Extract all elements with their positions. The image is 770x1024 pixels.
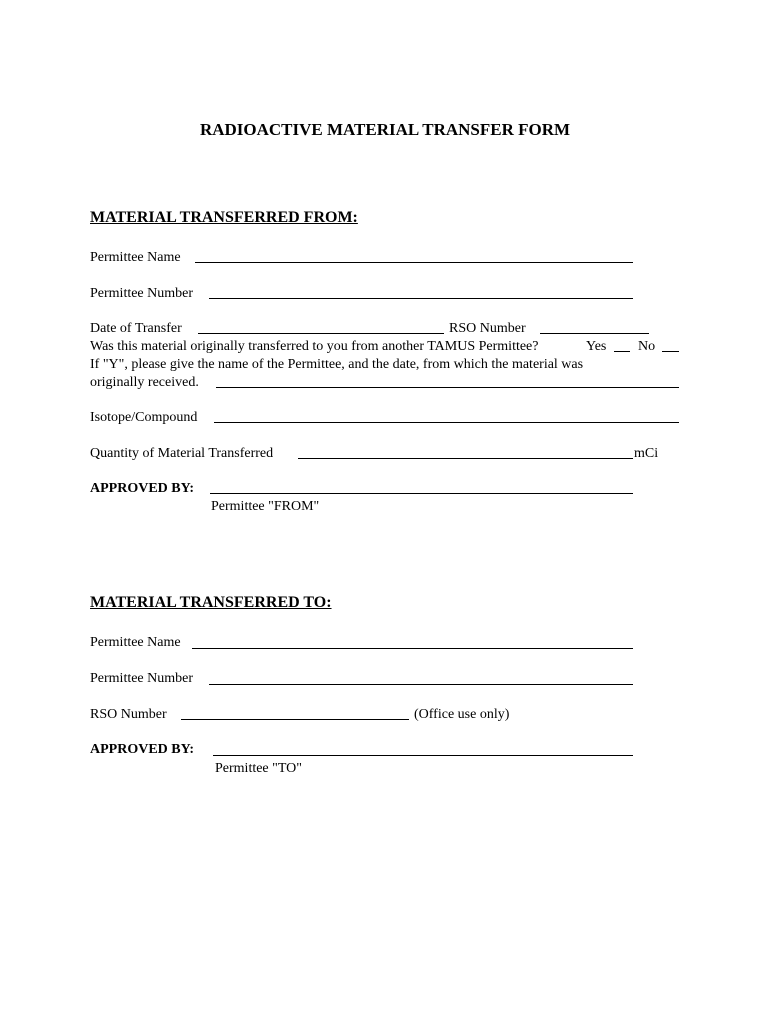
to-approved-by-caption: Permittee "TO" xyxy=(215,761,302,776)
office-use-note: (Office use only) xyxy=(414,707,510,722)
isotope-compound-label: Isotope/Compound xyxy=(90,410,198,425)
section-heading-from: MATERIAL TRANSFERRED FROM: xyxy=(90,209,358,226)
yes-label: Yes xyxy=(586,339,607,354)
from-rso-number-label: RSO Number xyxy=(449,321,526,336)
from-permittee-number-label: Permittee Number xyxy=(90,286,194,301)
to-permittee-number-field[interactable] xyxy=(209,684,633,685)
from-approved-by-label: APPROVED BY: xyxy=(90,481,195,496)
origin-instruction: If "Y", please give the name of the Permittee, and the date, from which the material was xyxy=(90,357,584,372)
date-of-transfer-field[interactable] xyxy=(198,333,444,334)
to-rso-number-label: RSO Number xyxy=(90,707,167,722)
quantity-unit: mCi xyxy=(634,446,659,461)
form-title: RADIOACTIVE MATERIAL TRANSFER FORM xyxy=(199,120,571,139)
to-approved-by-label: APPROVED BY: xyxy=(90,742,195,757)
origin-instruction-continued: originally received. xyxy=(90,375,199,390)
origin-details-field[interactable] xyxy=(216,387,679,388)
quantity-label: Quantity of Material Transferred xyxy=(90,446,274,461)
to-rso-number-field[interactable] xyxy=(181,719,409,720)
no-label: No xyxy=(638,339,656,354)
from-rso-number-field[interactable] xyxy=(540,333,649,334)
to-permittee-number-label: Permittee Number xyxy=(90,671,194,686)
from-permittee-number-field[interactable] xyxy=(209,298,633,299)
quantity-field[interactable] xyxy=(298,458,633,459)
from-approved-by-caption: Permittee "FROM" xyxy=(211,499,320,514)
to-approved-by-signature-field[interactable] xyxy=(213,755,633,756)
yes-field[interactable] xyxy=(614,351,630,352)
from-permittee-name-field[interactable] xyxy=(195,262,633,263)
to-permittee-name-label: Permittee Name xyxy=(90,635,181,650)
isotope-compound-field[interactable] xyxy=(214,422,679,423)
no-field[interactable] xyxy=(662,351,679,352)
date-of-transfer-label: Date of Transfer xyxy=(90,321,182,336)
origin-question: Was this material originally transferred to you from another TAMUS Permittee? xyxy=(90,339,539,354)
section-heading-to: MATERIAL TRANSFERRED TO: xyxy=(90,594,332,611)
from-permittee-name-label: Permittee Name xyxy=(90,250,181,265)
to-permittee-name-field[interactable] xyxy=(192,648,633,649)
from-approved-by-signature-field[interactable] xyxy=(210,493,633,494)
